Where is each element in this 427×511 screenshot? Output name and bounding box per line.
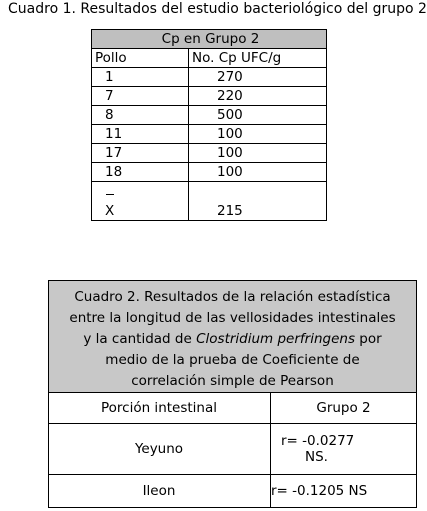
- pollo-cell: 8: [92, 106, 189, 125]
- pollo-cell: 7: [92, 87, 189, 106]
- table-row: [92, 87, 327, 106]
- col-porcion-header: Porción intestinal: [49, 393, 271, 424]
- pollo-cell: 1: [92, 68, 189, 87]
- mean-label: X: [105, 203, 115, 219]
- cuadro1-header: Cp en Grupo 2: [92, 30, 327, 49]
- table-row: [92, 68, 327, 87]
- col-cp-header: No. Cp UFC/g: [189, 49, 327, 68]
- table-row: [92, 125, 327, 144]
- cp-cell: 100: [189, 163, 327, 182]
- cuadro1-table: [91, 29, 327, 221]
- title-line: correlación simple de Pearson: [131, 373, 334, 389]
- cuadro2-title: [49, 281, 417, 393]
- porcion-cell: Yeyuno: [49, 424, 271, 475]
- cp-cell: 270: [189, 68, 327, 87]
- cuadro2-table: [48, 280, 417, 508]
- title-line: entre la longitud de las vellosidades intestinales: [69, 310, 396, 326]
- table-row: [49, 424, 417, 475]
- r-cell: [271, 424, 417, 475]
- r-value: r= -0.0277: [281, 433, 355, 449]
- pollo-cell: 18: [92, 163, 189, 182]
- cp-cell: 500: [189, 106, 327, 125]
- title-line: y la cantidad de Clostridium perfringens por: [83, 331, 382, 347]
- table-row: [92, 144, 327, 163]
- col-pollo-header: Pollo: [92, 49, 189, 68]
- significance: NS.: [305, 449, 328, 465]
- pollo-cell: 17: [92, 144, 189, 163]
- table-row: [49, 475, 417, 508]
- col-grupo-header: Grupo 2: [271, 393, 417, 424]
- pollo-cell: 11: [92, 125, 189, 144]
- table-row: [92, 163, 327, 182]
- cuadro1-caption: Cuadro 1. Resultados del estudio bacteriológico del grupo 2: [8, 1, 427, 17]
- r-value: r= -0.1205 NS: [271, 475, 417, 508]
- title-line: Cuadro 2. Resultados de la relación estadística: [74, 289, 391, 305]
- cp-cell: 220: [189, 87, 327, 106]
- mean-value: 215: [189, 182, 327, 221]
- cp-cell: 100: [189, 125, 327, 144]
- cp-cell: 100: [189, 144, 327, 163]
- title-line: medio de la prueba de Coeficiente de: [105, 352, 360, 368]
- table-row: [92, 106, 327, 125]
- porcion-cell: Ileon: [49, 475, 271, 508]
- mean-row: [92, 182, 327, 221]
- species-name: Clostridium perfringens: [196, 331, 355, 347]
